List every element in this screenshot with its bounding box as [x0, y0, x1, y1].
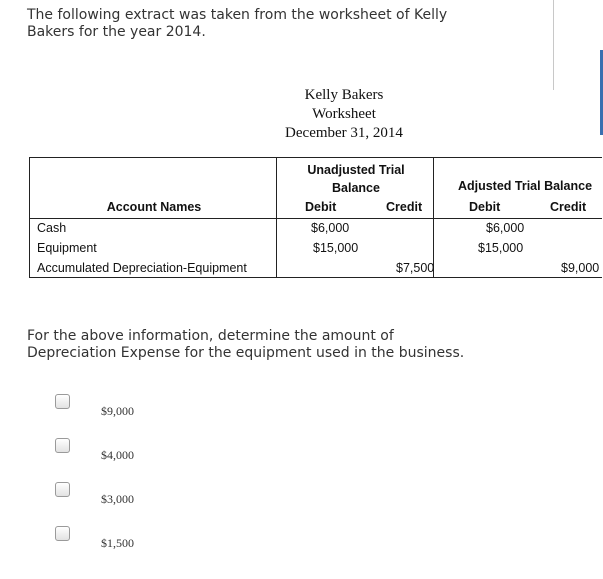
unadj-debit-header: Debit [305, 200, 337, 214]
option-label[interactable]: $1,500 [101, 536, 134, 550]
answer-option[interactable] [55, 438, 355, 464]
worksheet-title: Worksheet [312, 106, 376, 122]
amount-cell: $15,000 [313, 241, 359, 255]
adjusted-header: Adjusted Trial Balance [457, 179, 593, 193]
amount-cell: $15,000 [478, 241, 524, 255]
answer-option[interactable] [55, 526, 355, 552]
header-divider [29, 218, 602, 219]
column-divider [433, 157, 434, 277]
option-label[interactable]: $9,000 [101, 404, 134, 418]
amount-cell: $9,000 [561, 261, 600, 275]
question-text: For the above information, determine the amount of Depreciation Expense for the equipment used in the business. [27, 328, 465, 361]
account-name-cell: Accumulated Depreciation-Equipment [37, 261, 247, 275]
option-label[interactable]: $3,000 [101, 492, 134, 506]
adj-debit-header: Debit [469, 200, 501, 214]
option-checkbox[interactable] [55, 438, 70, 453]
adj-credit-header: Credit [550, 200, 587, 214]
account-name-cell: Equipment [37, 241, 97, 255]
worksheet-table [29, 157, 603, 277]
amount-cell: $7,500 [396, 261, 435, 275]
company-name: Kelly Bakers [304, 87, 384, 103]
panel-divider [553, 0, 554, 90]
option-checkbox[interactable] [55, 394, 70, 409]
option-label[interactable]: $4,000 [101, 448, 134, 462]
amount-cell: $6,000 [311, 221, 350, 235]
amount-cell: $6,000 [486, 221, 525, 235]
option-checkbox[interactable] [55, 526, 70, 541]
column-divider [276, 157, 277, 277]
answer-option[interactable] [55, 482, 355, 508]
question-intro: The following extract was taken from the worksheet of Kelly Bakers for the year 2014. [27, 7, 448, 40]
unadjusted-header: Unadjusted Trial Balance [307, 163, 405, 195]
unadj-credit-header: Credit [386, 200, 423, 214]
worksheet-date: December 31, 2014 [285, 125, 403, 141]
option-checkbox[interactable] [55, 482, 70, 497]
answer-option[interactable] [55, 394, 355, 420]
account-names-header: Account Names [106, 200, 202, 214]
account-name-cell: Cash [37, 221, 67, 235]
worksheet-heading [246, 86, 442, 143]
